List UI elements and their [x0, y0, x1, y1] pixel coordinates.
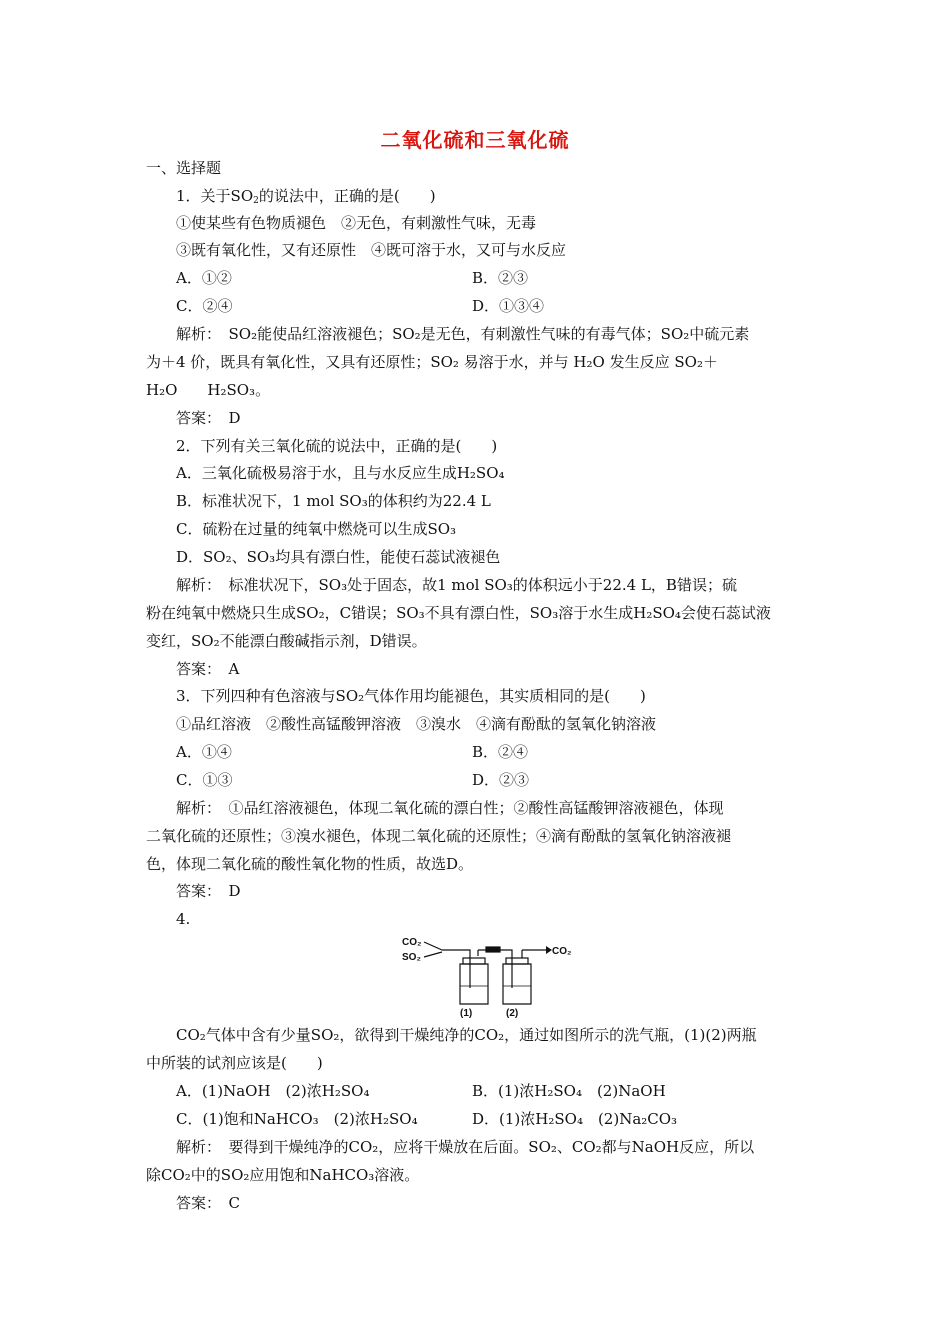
- q3-option-c: C．①③: [176, 771, 233, 789]
- q4-option-c: C．(1)饱和NaHCO₃ (2)浓H₂SO₄: [176, 1110, 418, 1128]
- q1-option-c: C．②④: [176, 297, 233, 315]
- bottle-1-label: (1): [460, 1008, 473, 1019]
- document-title: 二氧化硫和三氧化硫: [380, 128, 570, 152]
- q3-option-b: B．②④: [472, 743, 529, 761]
- bottle-1-body: [460, 964, 488, 1004]
- section-heading: 一、选择题: [146, 159, 222, 177]
- q1-option-b: B．②③: [472, 269, 529, 287]
- inlet-arrow-line-2: [424, 952, 442, 957]
- q2-option-c: C．硫粉在过量的纯氧中燃烧可以生成SO₃: [176, 520, 457, 538]
- q1-explanation-3: H₂O H₂SO₃。: [146, 381, 271, 399]
- bottle-1-stopper: [463, 958, 485, 964]
- q4-option-d: D．(1)浓H₂SO₄ (2)Na₂CO₃: [472, 1110, 678, 1128]
- q1-option-d: D．①③④: [472, 297, 545, 315]
- connecting-tube: [478, 950, 512, 988]
- q1-statements-2: ③既有氧化性，又有还原性 ④既可溶于水，又可与水反应: [176, 241, 567, 259]
- q1-statements-1: ①使某些有色物质褪色 ②无色，有刺激性气味，无毒: [176, 214, 537, 232]
- diagram-outlet-co2-label: CO₂: [552, 946, 572, 957]
- q4-option-b: B．(1)浓H₂SO₄ (2)NaOH: [472, 1082, 666, 1100]
- bottle-2-body: [503, 964, 531, 1004]
- q2-explanation-3: 变红，SO₂不能漂白酸碱指示剂，D错误。: [146, 632, 427, 650]
- q2-explanation-2: 粉在纯氧中燃烧只生成SO₂，C错误；SO₃不具有漂白性，SO₃溶于水生成H₂SO₄会使石蕊试液: [146, 604, 771, 622]
- q4-stem-2: 中所装的试剂应该是( ): [146, 1054, 323, 1072]
- bottle-2-stopper: [506, 958, 528, 964]
- q4-explanation-2: 除CO₂中的SO₂应用饱和NaHCO₃溶液。: [146, 1166, 420, 1184]
- q1-answer: 答案： D: [176, 409, 241, 427]
- q4-explanation-1: 解析： 要得到干燥纯净的CO₂，应将干燥放在后面。SO₂、CO₂都与NaOH反应，所以: [176, 1138, 755, 1156]
- diagram-inlet-co2-label: CO₂: [402, 937, 422, 948]
- q1-explanation-1: 解析： SO₂能使品红溶液褪色；SO₂是无色，有刺激性气味的有毒气体；SO₂中硫元素: [176, 325, 750, 343]
- q2-explanation-1: 解析： 标准状况下，SO₃处于固态，故1 mol SO₃的体积远小于22.4 L，B错误；硫: [176, 576, 737, 594]
- q3-explanation-3: 色，体现二氧化硫的酸性氧化物的性质，故选D。: [146, 855, 474, 873]
- q4-number: 4.: [176, 910, 191, 928]
- rubber-connector: [486, 947, 500, 952]
- q2-stem: 2．下列有关三氧化硫的说法中，正确的是( ): [176, 437, 498, 455]
- q3-stem: 3．下列四种有色溶液与SO₂气体作用均能褪色，其实质相同的是( ): [176, 687, 646, 705]
- q2-option-d: D．SO₂、SO₃均具有漂白性，能使石蕊试液褪色: [176, 548, 501, 566]
- q3-answer: 答案： D: [176, 882, 241, 900]
- q3-explanation-2: 二氧化硫的还原性；③溴水褪色，体现二氧化硫的还原性；④滴有酚酞的氢氧化钠溶液褪: [146, 827, 732, 845]
- gas-washing-bottles-diagram: [400, 930, 590, 1022]
- q1-option-a: A．①②: [176, 269, 232, 287]
- q1-stem-part-a: 1．关于SO: [176, 187, 254, 205]
- q3-option-a: A．①④: [176, 743, 232, 761]
- q1-stem: [176, 186, 436, 206]
- q3-statements: ①品红溶液 ②酸性高锰酸钾溶液 ③溴水 ④滴有酚酞的氢氧化钠溶液: [176, 715, 657, 733]
- q4-stem-1: CO₂气体中含有少量SO₂，欲得到干燥纯净的CO₂，通过如图所示的洗气瓶，(1)(2)两瓶: [176, 1026, 757, 1044]
- q4-answer: 答案： C: [176, 1194, 240, 1212]
- q1-stem-part-b: 的说法中，正确的是( ): [258, 187, 436, 205]
- q1-stem-subscript: 2: [253, 196, 259, 206]
- outlet-tube: [522, 950, 546, 958]
- q3-explanation-1: 解析： ①品红溶液褪色，体现二氧化硫的漂白性；②酸性高锰酸钾溶液褪色，体现: [176, 799, 724, 817]
- q2-option-a: A．三氧化硫极易溶于水，且与水反应生成H₂SO₄: [176, 464, 505, 482]
- q2-answer: 答案： A: [176, 660, 240, 678]
- q4-option-a: A．(1)NaOH (2)浓H₂SO₄: [176, 1082, 370, 1100]
- q3-option-d: D．②③: [472, 771, 530, 789]
- inlet-arrow-line-1: [424, 942, 442, 950]
- inlet-tube: [442, 950, 470, 988]
- q1-explanation-2: 为＋4 价，既具有氧化性，又具有还原性；SO₂ 易溶于水，并与 H₂O 发生反应 SO₂＋: [146, 353, 718, 371]
- bottle-2-label: (2): [506, 1008, 519, 1019]
- diagram-inlet-so2-label: SO₂: [402, 952, 421, 963]
- q2-option-b: B．标准状况下，1 mol SO₃的体积约为22.4 L: [176, 492, 491, 510]
